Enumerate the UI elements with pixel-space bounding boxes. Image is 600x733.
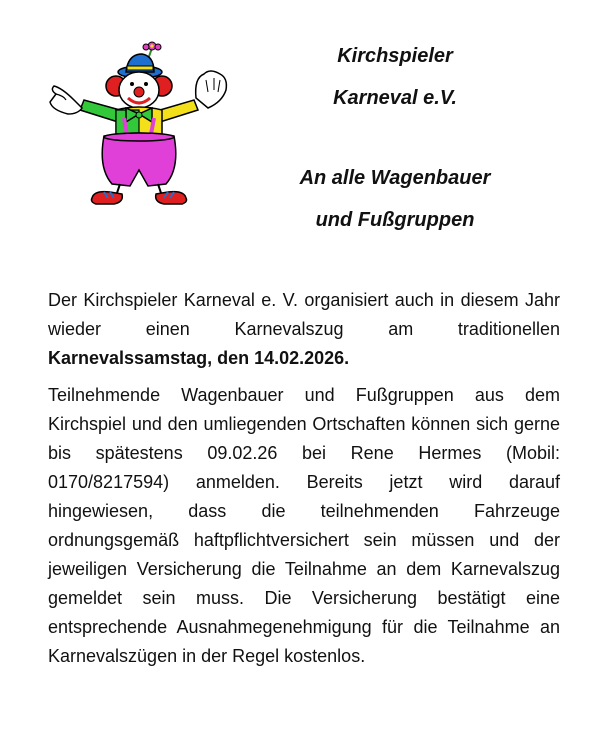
org-name-line1: Kirchspieler bbox=[337, 45, 453, 67]
audience-line1: An alle Wagenbauer bbox=[299, 167, 491, 189]
announcement-body bbox=[48, 286, 560, 679]
paragraph-intro-text: Der Kirchspieler Karneval e. V. organisiert auch in diesem Jahr wieder einen Karnevalszug am traditionellen bbox=[48, 290, 560, 339]
clown-icon bbox=[44, 38, 234, 218]
audience-line2: und Fußgruppen bbox=[315, 209, 475, 231]
header bbox=[250, 30, 540, 236]
paragraph-intro bbox=[48, 286, 560, 373]
event-date: Karnevalssamstag, den 14.02.2026. bbox=[48, 348, 350, 368]
paragraph-registration: Teilnehmende Wagenbauer und Fußgruppen aus dem Kirchspiel und den umliegenden Ortschaften können sich gerne bis spätestens 09.02.26 bei Rene Hermes (Mobil: 0170/8217594) anmelden. Bereits jetzt wird darauf hingewiesen, dass die teilnehmenden Fahrzeuge ordnungsgemäß haftpflichtversichert sein müssen und der jeweiligen Versicherung die Teilnahme an dem Karnevalszug gemeldet sein muss. Die Versicherung bestätigt eine entsprechende Ausnahmegenehmigung für die Teilnahme an Karnevalszügen in der Regel kostenlos. bbox=[48, 385, 560, 666]
clown-illustration bbox=[44, 38, 234, 218]
org-name-line2: Karneval e.V. bbox=[333, 87, 457, 109]
